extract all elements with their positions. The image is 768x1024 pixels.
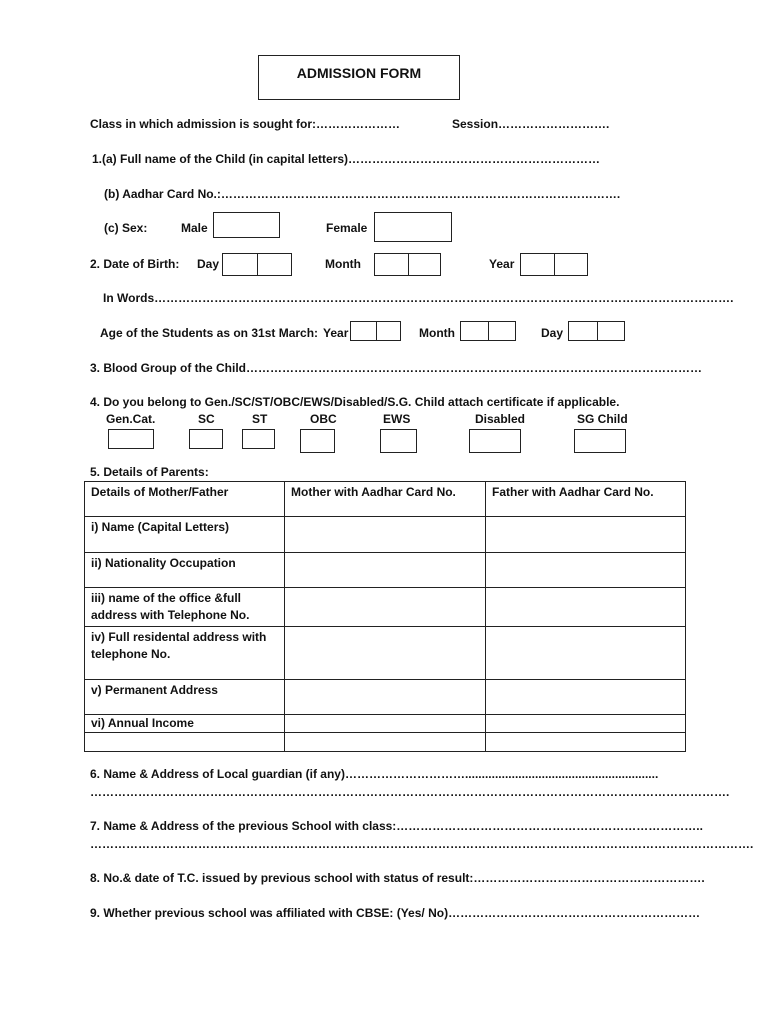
q1c-sex-label: (c) Sex: bbox=[104, 221, 148, 235]
father-office-cell[interactable] bbox=[486, 588, 686, 627]
parents-details-table bbox=[84, 481, 686, 752]
table-row bbox=[85, 588, 686, 627]
q1b-aadhar: (b) Aadhar Card No.:………………………………………………………………………………………. bbox=[104, 187, 621, 201]
q4-category-label: 4. Do you belong to Gen./SC/ST/OBC/EWS/Disabled/S.G. Child attach certificate if applicable. bbox=[90, 395, 620, 409]
sex-female-box[interactable] bbox=[374, 212, 452, 242]
category-sc-box[interactable] bbox=[189, 429, 223, 449]
age-year-label: Year bbox=[323, 326, 349, 340]
header-details: Details of Mother/Father bbox=[85, 482, 285, 517]
table-row bbox=[85, 680, 686, 715]
q1a-full-name: 1.(a) Full name of the Child (in capital letters)……………………………………………………… bbox=[92, 152, 601, 166]
category-sg-box[interactable] bbox=[574, 429, 626, 453]
father-income-cell[interactable] bbox=[486, 715, 686, 733]
category-st-box[interactable] bbox=[242, 429, 275, 449]
category-st-label: ST bbox=[252, 412, 268, 426]
row-label-permanent: v) Permanent Address bbox=[85, 680, 285, 715]
table-row bbox=[85, 715, 686, 733]
class-sought-line: Class in which admission is sought for:………………… bbox=[90, 117, 401, 131]
dob-month-label: Month bbox=[325, 257, 361, 271]
dob-year-box[interactable] bbox=[520, 253, 588, 276]
mother-office-cell[interactable] bbox=[285, 588, 486, 627]
row-label-name: i) Name (Capital Letters) bbox=[85, 517, 285, 553]
category-gen-box[interactable] bbox=[108, 429, 154, 449]
mother-nationality-cell[interactable] bbox=[285, 553, 486, 588]
category-disabled-box[interactable] bbox=[469, 429, 521, 453]
q9-cbse-affiliation: 9. Whether previous school was affiliated with CBSE: (Yes/ No)……………………………………………………… bbox=[90, 906, 701, 920]
header-mother: Mother with Aadhar Card No. bbox=[285, 482, 486, 517]
q5-parents-label: 5. Details of Parents: bbox=[90, 465, 209, 479]
mother-extra-cell[interactable] bbox=[285, 733, 486, 752]
dob-year-label: Year bbox=[489, 257, 515, 271]
category-obc-box[interactable] bbox=[300, 429, 335, 453]
table-header-row bbox=[85, 482, 686, 517]
table-row bbox=[85, 733, 686, 752]
mother-name-cell[interactable] bbox=[285, 517, 486, 553]
form-title: ADMISSION FORM bbox=[296, 65, 422, 81]
dob-day-box[interactable] bbox=[222, 253, 292, 276]
q2-dob-label: 2. Date of Birth: bbox=[90, 257, 180, 271]
table-row bbox=[85, 627, 686, 680]
father-residential-cell[interactable] bbox=[486, 627, 686, 680]
q6-local-guardian-line2: ……………………………………………………………………………………………………………………………………………. bbox=[90, 785, 730, 799]
mother-income-cell[interactable] bbox=[285, 715, 486, 733]
category-ews-label: EWS bbox=[383, 412, 411, 426]
q7-previous-school: 7. Name & Address of the previous School with class:………………………………………………………………….. bbox=[90, 819, 703, 833]
dob-month-box[interactable] bbox=[374, 253, 441, 276]
father-name-cell[interactable] bbox=[486, 517, 686, 553]
mother-permanent-cell[interactable] bbox=[285, 680, 486, 715]
category-obc-label: OBC bbox=[310, 412, 337, 426]
sex-male-label: Male bbox=[181, 221, 208, 235]
q7-previous-school-line2: …………………………………………………………………………………………………………………………………………………. bbox=[90, 837, 754, 851]
sex-male-box[interactable] bbox=[213, 212, 280, 238]
age-year-box[interactable] bbox=[350, 321, 401, 341]
row-label-office: iii) name of the office &full address with Telephone No. bbox=[85, 588, 285, 627]
age-label: Age of the Students as on 31st March: bbox=[100, 326, 319, 340]
category-ews-box[interactable] bbox=[380, 429, 417, 453]
row-label-extra bbox=[85, 733, 285, 752]
dob-in-words: In Words………………………………………………………………………………………………………………………………. bbox=[103, 291, 734, 305]
session-line: Session………………………. bbox=[452, 117, 610, 131]
age-month-label: Month bbox=[419, 326, 455, 340]
category-sc-label: SC bbox=[198, 412, 215, 426]
father-nationality-cell[interactable] bbox=[486, 553, 686, 588]
category-sg-label: SG Child bbox=[577, 412, 628, 426]
q8-tc-details: 8. No.& date of T.C. issued by previous school with status of result:…………………………………………………. bbox=[90, 871, 705, 885]
category-gen-label: Gen.Cat. bbox=[106, 412, 156, 426]
table-row bbox=[85, 517, 686, 553]
category-disabled-label: Disabled bbox=[475, 412, 526, 426]
age-day-box[interactable] bbox=[568, 321, 625, 341]
mother-residential-cell[interactable] bbox=[285, 627, 486, 680]
q3-blood-group: 3. Blood Group of the Child…………………………………………………………………………………………………… bbox=[90, 361, 702, 375]
age-day-label: Day bbox=[541, 326, 564, 340]
row-label-nationality: ii) Nationality Occupation bbox=[85, 553, 285, 588]
father-extra-cell[interactable] bbox=[486, 733, 686, 752]
age-month-box[interactable] bbox=[460, 321, 516, 341]
row-label-income: vi) Annual Income bbox=[85, 715, 285, 733]
q6-local-guardian: 6. Name & Address of Local guardian (if any)………………………….......................................................... bbox=[90, 767, 659, 781]
row-label-residential: iv) Full residental address with telephone No. bbox=[85, 627, 285, 680]
father-permanent-cell[interactable] bbox=[486, 680, 686, 715]
table-row bbox=[85, 553, 686, 588]
form-title-box bbox=[258, 55, 460, 100]
dob-day-label: Day bbox=[197, 257, 220, 271]
sex-female-label: Female bbox=[326, 221, 368, 235]
header-father: Father with Aadhar Card No. bbox=[486, 482, 686, 517]
